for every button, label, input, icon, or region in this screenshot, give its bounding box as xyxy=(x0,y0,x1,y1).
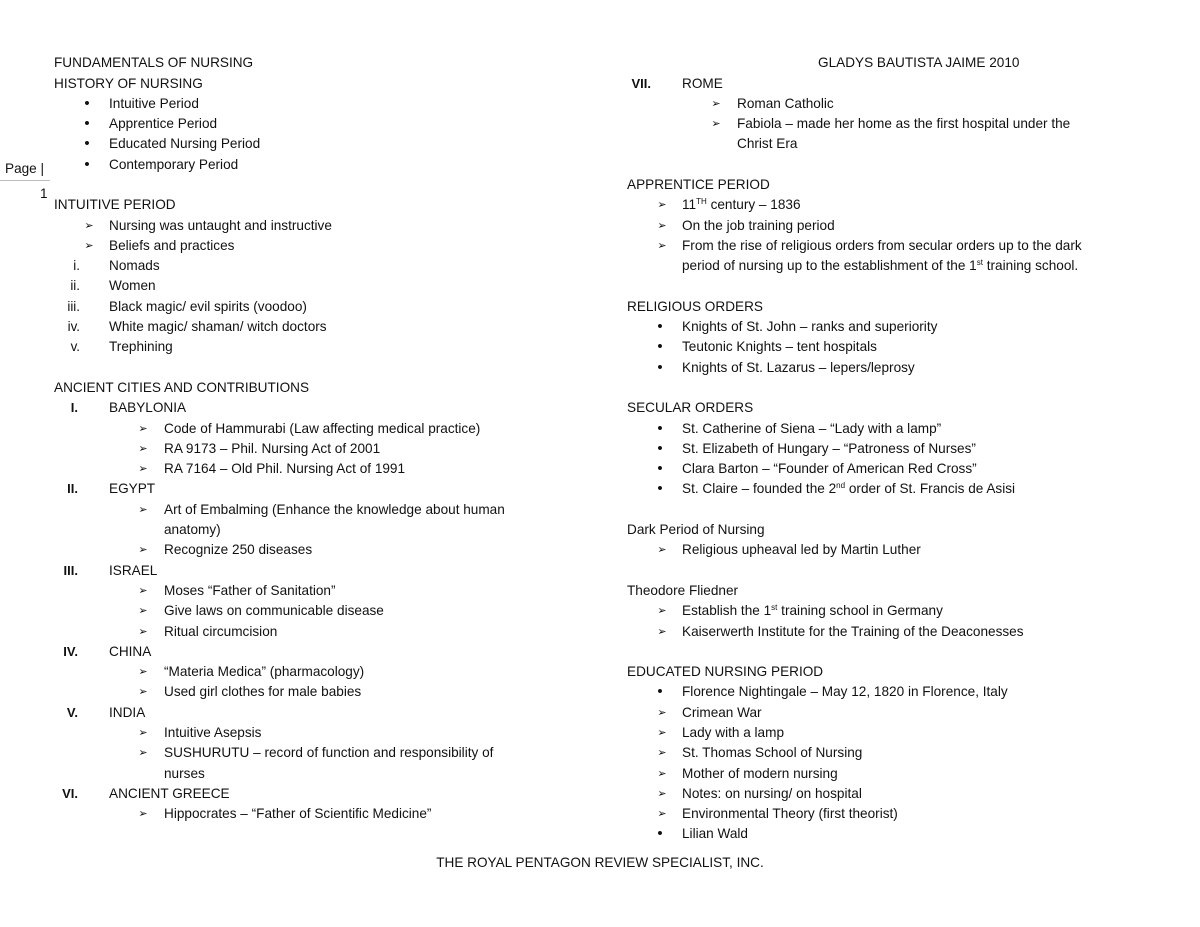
bullet-icon: • xyxy=(657,460,663,478)
outline-item xyxy=(54,297,594,317)
superscript: st xyxy=(771,603,778,613)
section-heading xyxy=(54,74,594,94)
outline-text: Clara Barton – “Founder of American Red Cross” xyxy=(682,461,977,477)
roman-marker: iv. xyxy=(67,319,80,335)
section-heading xyxy=(627,520,1167,540)
outline-text: INDIA xyxy=(109,704,146,720)
outline-text xyxy=(682,195,801,215)
bullet-icon: • xyxy=(657,358,663,376)
text-part: period of nursing up to the establishment of the 1 xyxy=(682,258,977,274)
bullet-icon: • xyxy=(657,683,663,701)
outline-item xyxy=(627,459,1167,479)
outline-item xyxy=(627,317,1167,337)
arrow-bullet-icon: ➢ xyxy=(657,767,667,780)
section-heading xyxy=(627,398,1167,418)
outline-item xyxy=(627,703,1167,723)
arrow-bullet-icon: ➢ xyxy=(138,747,148,760)
outline-text: Mother of modern nursing xyxy=(682,765,838,781)
outline-item xyxy=(627,337,1167,357)
outline-text: nurses xyxy=(164,765,205,781)
outline-item xyxy=(54,500,594,520)
outline-text xyxy=(682,256,1078,276)
arrow-bullet-icon: ➢ xyxy=(657,239,667,252)
outline-item xyxy=(54,622,594,642)
arrow-bullet-icon: ➢ xyxy=(657,625,667,638)
bullet-icon: • xyxy=(657,318,663,336)
outline-item xyxy=(54,662,594,682)
roman-numeral-marker: IV. xyxy=(63,643,78,659)
outline-text: Theodore Fliedner xyxy=(627,582,739,598)
outline-item xyxy=(627,114,1167,134)
arrow-bullet-icon: ➢ xyxy=(84,239,94,252)
outline-item xyxy=(54,439,594,459)
arrow-bullet-icon: ➢ xyxy=(138,808,148,821)
outline-text: Environmental Theory (first theorist) xyxy=(682,806,898,822)
outline-text: ISRAEL xyxy=(109,562,158,578)
outline-text: EGYPT xyxy=(109,481,156,497)
roman-marker: i. xyxy=(73,258,80,274)
outline-text: Crimean War xyxy=(682,704,762,720)
arrow-bullet-icon: ➢ xyxy=(138,503,148,516)
outline-item xyxy=(627,216,1167,236)
bullet-icon: • xyxy=(657,825,663,843)
outline-text: St. Elizabeth of Hungary – “Patroness of Nurses” xyxy=(682,440,976,456)
text-part: St. Claire – founded the 2 xyxy=(682,481,837,497)
arrow-bullet-icon: ➢ xyxy=(84,219,94,232)
bullet-icon: • xyxy=(657,338,663,356)
footer-company: THE ROYAL PENTAGON REVIEW SPECIALIST, INC. xyxy=(436,855,764,870)
outline-text: Florence Nightingale – May 12, 1820 in Florence, Italy xyxy=(682,684,1008,700)
outline-text: Ritual circumcision xyxy=(164,623,278,639)
arrow-bullet-icon: ➢ xyxy=(138,463,148,476)
outline-item xyxy=(627,256,1167,276)
outline-item xyxy=(627,804,1167,824)
arrow-bullet-icon: ➢ xyxy=(138,666,148,679)
arrow-bullet-icon: ➢ xyxy=(657,706,667,719)
outline-text: Give laws on communicable disease xyxy=(164,603,384,619)
bullet-icon: • xyxy=(657,480,663,498)
outline-text: Roman Catholic xyxy=(737,95,834,111)
outline-item xyxy=(627,236,1167,256)
outline-item xyxy=(54,94,594,114)
text-part: training school in Germany xyxy=(777,603,943,619)
outline-item xyxy=(54,540,594,560)
bullet-icon: • xyxy=(84,115,90,133)
page-number: 1 xyxy=(40,186,48,201)
header-left-title: FUNDAMENTALS OF NURSING xyxy=(54,55,254,70)
outline-item xyxy=(54,236,594,256)
outline-text: Notes: on nursing/ on hospital xyxy=(682,785,862,801)
outline-item xyxy=(54,276,594,296)
superscript: nd xyxy=(836,481,846,491)
outline-text: From the rise of religious orders from secular orders up to the dark xyxy=(682,237,1082,253)
text-part: order of St. Francis de Asisi xyxy=(845,481,1016,497)
outline-text: White magic/ shaman/ witch doctors xyxy=(109,319,327,335)
spacer xyxy=(54,175,594,195)
outline-item xyxy=(627,419,1167,439)
section-heading xyxy=(627,581,1167,601)
outline-text: Intuitive Asepsis xyxy=(164,725,262,740)
outline-text: Teutonic Knights – tent hospitals xyxy=(682,339,877,355)
section-heading xyxy=(627,297,1167,317)
outline-text: Fabiola – made her home as the first hospital under the xyxy=(737,116,1071,132)
outline-item xyxy=(627,622,1167,642)
outline-item xyxy=(627,439,1167,459)
outline-item xyxy=(54,479,594,499)
outline-text: APPRENTICE PERIOD xyxy=(627,176,770,192)
right-column xyxy=(627,74,1167,845)
superscript: st xyxy=(976,258,983,268)
outline-item xyxy=(54,561,594,581)
outline-text: Women xyxy=(109,278,156,294)
section-heading xyxy=(627,175,1167,195)
superscript: TH xyxy=(696,197,707,207)
roman-numeral-marker: VI. xyxy=(62,785,78,801)
outline-text: Kaiserwerth Institute for the Training of the Deaconesses xyxy=(682,623,1024,639)
spacer xyxy=(627,561,1167,581)
outline-item xyxy=(54,134,594,154)
outline-text: RA 9173 – Phil. Nursing Act of 2001 xyxy=(164,440,381,456)
outline-item xyxy=(627,94,1167,114)
outline-item xyxy=(54,601,594,621)
outline-item xyxy=(54,419,594,439)
arrow-bullet-icon: ➢ xyxy=(657,544,667,557)
outline-item xyxy=(627,764,1167,784)
spacer xyxy=(627,155,1167,175)
outline-text: INTUITIVE PERIOD xyxy=(54,197,176,213)
outline-text: ROME xyxy=(682,75,723,91)
outline-text: On the job training period xyxy=(682,217,835,233)
outline-text: Lady with a lamp xyxy=(682,725,785,740)
outline-text: Moses “Father of Sanitation” xyxy=(164,582,336,598)
outline-text: Knights of St. John – ranks and superiority xyxy=(682,319,938,335)
outline-item xyxy=(627,824,1167,844)
outline-item xyxy=(54,581,594,601)
outline-item xyxy=(54,398,594,418)
outline-text: RA 7164 – Old Phil. Nursing Act of 1991 xyxy=(164,461,406,477)
roman-marker: v. xyxy=(70,339,80,355)
roman-numeral-marker: III. xyxy=(63,562,78,578)
spacer xyxy=(627,378,1167,398)
outline-item xyxy=(54,703,594,723)
bullet-icon: • xyxy=(84,135,90,153)
outline-item xyxy=(54,682,594,702)
outline-text: “Materia Medica” (pharmacology) xyxy=(164,664,365,680)
outline-item xyxy=(54,216,594,236)
arrow-bullet-icon: ➢ xyxy=(657,199,667,212)
outline-item xyxy=(627,723,1167,743)
outline-item xyxy=(627,540,1167,560)
arrow-bullet-icon: ➢ xyxy=(138,727,148,739)
spacer xyxy=(627,500,1167,520)
arrow-bullet-icon: ➢ xyxy=(711,118,721,131)
outline-text xyxy=(682,479,1015,499)
outline-text: HISTORY OF NURSING xyxy=(54,75,203,91)
outline-text: St. Thomas School of Nursing xyxy=(682,745,863,761)
page-number-divider xyxy=(0,180,50,181)
outline-item xyxy=(627,601,1167,621)
outline-item xyxy=(54,764,594,784)
outline-item xyxy=(627,358,1167,378)
header-author: GLADYS BAUTISTA JAIME 2010 xyxy=(818,55,1020,70)
arrow-bullet-icon: ➢ xyxy=(657,808,667,821)
outline-item xyxy=(54,804,594,824)
bullet-icon: • xyxy=(657,419,663,437)
outline-item xyxy=(627,195,1167,215)
arrow-bullet-icon: ➢ xyxy=(138,686,148,699)
outline-text: Lilian Wald xyxy=(682,826,748,842)
outline-text: CHINA xyxy=(109,643,152,659)
outline-text: Trephining xyxy=(109,339,173,355)
outline-text: Educated Nursing Period xyxy=(109,136,261,152)
outline-text: Dark Period of Nursing xyxy=(627,522,765,538)
text-part: 11 xyxy=(682,197,697,213)
spacer xyxy=(54,358,594,378)
outline-item xyxy=(54,337,594,357)
outline-text: SECULAR ORDERS xyxy=(627,400,754,416)
arrow-bullet-icon: ➢ xyxy=(138,422,148,435)
outline-item xyxy=(54,114,594,134)
outline-item xyxy=(54,520,594,540)
roman-numeral-marker: II. xyxy=(67,481,78,497)
outline-text: Contemporary Period xyxy=(109,156,239,172)
bullet-icon: • xyxy=(657,439,663,457)
bullet-icon: • xyxy=(84,155,90,173)
arrow-bullet-icon: ➢ xyxy=(657,605,667,618)
outline-text: Nursing was untaught and instructive xyxy=(109,217,332,233)
outline-text: Beliefs and practices xyxy=(109,237,235,253)
text-part: Establish the 1 xyxy=(682,603,772,619)
arrow-bullet-icon: ➢ xyxy=(657,219,667,232)
arrow-bullet-icon: ➢ xyxy=(138,584,148,597)
outline-text: Black magic/ evil spirits (voodoo) xyxy=(109,298,307,314)
outline-text: Recognize 250 diseases xyxy=(164,542,313,558)
spacer xyxy=(627,276,1167,296)
outline-item xyxy=(627,784,1167,804)
outline-text xyxy=(682,601,943,621)
text-part: training school. xyxy=(982,258,1079,274)
roman-numeral-marker: V. xyxy=(66,704,78,720)
outline-text: ANCIENT CITIES AND CONTRIBUTIONS xyxy=(54,379,310,395)
arrow-bullet-icon: ➢ xyxy=(138,605,148,618)
outline-text: Used girl clothes for male babies xyxy=(164,684,362,700)
spacer xyxy=(627,642,1167,662)
outline-item xyxy=(627,479,1167,499)
section-heading xyxy=(54,378,594,398)
outline-text: BABYLONIA xyxy=(109,400,187,416)
outline-item xyxy=(54,723,594,743)
outline-text: Hippocrates – “Father of Scientific Medicine” xyxy=(164,806,432,822)
roman-marker: ii. xyxy=(70,278,80,294)
outline-text: Christ Era xyxy=(737,136,798,152)
outline-item xyxy=(627,74,1167,94)
roman-marker: iii. xyxy=(67,298,80,314)
outline-item xyxy=(54,784,594,804)
arrow-bullet-icon: ➢ xyxy=(657,787,667,800)
outline-text: EDUCATED NURSING PERIOD xyxy=(627,664,824,680)
outline-item xyxy=(54,256,594,276)
outline-text: Code of Hammurabi (Law affecting medical practice) xyxy=(164,420,481,436)
text-part: century – 1836 xyxy=(706,197,801,213)
outline-item xyxy=(54,642,594,662)
outline-item xyxy=(54,459,594,479)
roman-numeral-marker: VII. xyxy=(631,75,651,91)
arrow-bullet-icon: ➢ xyxy=(138,544,148,557)
outline-text: RELIGIOUS ORDERS xyxy=(627,298,763,314)
outline-text: Religious upheaval led by Martin Luther xyxy=(682,542,921,558)
outline-text: anatomy) xyxy=(164,522,221,538)
arrow-bullet-icon: ➢ xyxy=(138,625,148,638)
outline-text: ANCIENT GREECE xyxy=(109,785,230,801)
outline-text: Apprentice Period xyxy=(109,116,218,132)
outline-item xyxy=(627,134,1167,154)
outline-text: Knights of St. Lazarus – lepers/leprosy xyxy=(682,359,915,375)
outline-item xyxy=(54,317,594,337)
arrow-bullet-icon: ➢ xyxy=(138,442,148,455)
page-label: Page | xyxy=(5,161,45,176)
arrow-bullet-icon: ➢ xyxy=(711,97,721,110)
outline-text: Art of Embalming (Enhance the knowledge about human xyxy=(164,501,505,517)
arrow-bullet-icon: ➢ xyxy=(657,727,667,739)
outline-text: SUSHURUTU – record of function and responsibility of xyxy=(164,745,494,761)
outline-text: Nomads xyxy=(109,258,160,274)
outline-item xyxy=(627,743,1167,763)
left-column xyxy=(54,74,594,825)
section-heading xyxy=(54,195,594,215)
arrow-bullet-icon: ➢ xyxy=(657,747,667,760)
bullet-icon: • xyxy=(84,94,90,112)
outline-text: Intuitive Period xyxy=(109,95,199,111)
outline-item xyxy=(54,743,594,763)
outline-item xyxy=(54,155,594,175)
outline-item xyxy=(627,682,1167,702)
outline-text: St. Catherine of Siena – “Lady with a lamp” xyxy=(682,420,942,436)
section-heading xyxy=(627,662,1167,682)
roman-numeral-marker: I. xyxy=(70,400,78,416)
